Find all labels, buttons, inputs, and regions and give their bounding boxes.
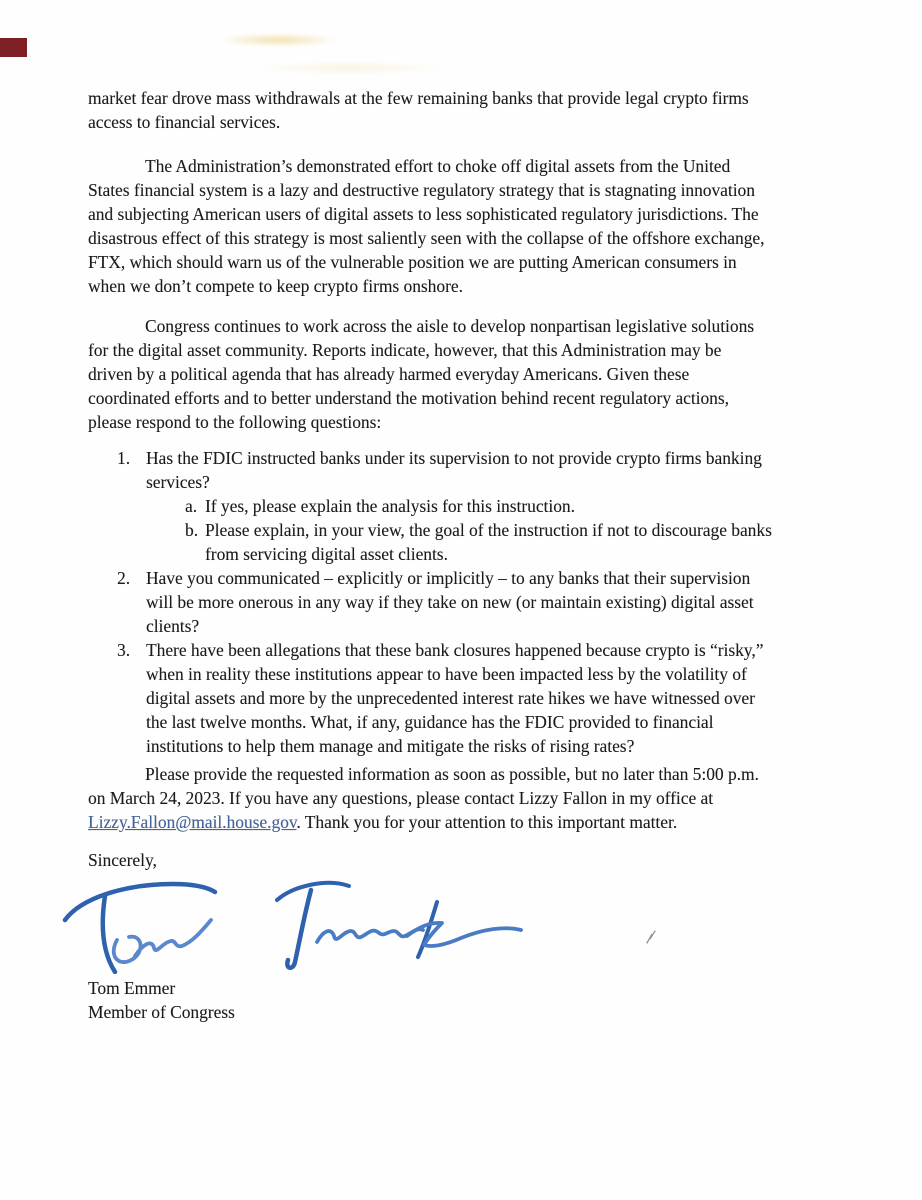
paragraph-line: on March 24, 2023. If you have any questions, please contact Lizzy Fallon in my office at: [88, 788, 714, 808]
question-line: clients?: [146, 616, 200, 636]
question-line: digital assets and more by the unprecedented interest rate hikes we have witnessed over: [146, 688, 755, 708]
paragraph-line: States financial system is a lazy and destructive regulatory strategy that is stagnating innovation: [88, 180, 755, 200]
question-line: [88, 638, 848, 662]
question-line: will be more onerous in any way if they take on new (or maintain existing) digital asset: [146, 592, 754, 612]
paragraph-line: access to financial services.: [88, 112, 281, 132]
paragraph-line: driven by a political agenda that has already harmed everyday Americans. Given these: [88, 364, 690, 384]
paragraph-line: please respond to the following questions:: [88, 412, 382, 432]
paragraph-line: when we don’t compete to keep crypto firms onshore.: [88, 276, 463, 296]
scan-artifact-stray-squiggle: [645, 930, 659, 946]
paragraph-line: FTX, which should warn us of the vulnerable position we are putting American consumers in: [88, 252, 737, 272]
paragraph-line: The Administration’s demonstrated effort to choke off digital assets from the United: [145, 156, 731, 176]
question-1: [88, 446, 848, 566]
question-line: [88, 446, 848, 470]
letter-body: [88, 86, 848, 1024]
question-text: Have you communicated – explicitly or implicitly – to any banks that their supervision: [146, 568, 751, 588]
subitem-a-line: [88, 494, 848, 518]
question-line: institutions to help them manage and mitigate the risks of rising rates?: [146, 736, 635, 756]
subitem-b-line: [88, 518, 848, 542]
paragraph-line: [88, 810, 848, 834]
signature-svg: [55, 874, 655, 974]
subitem-text: If yes, please explain the analysis for this instruction.: [205, 496, 575, 516]
question-line: [88, 566, 848, 590]
signer-name: Tom Emmer: [88, 978, 176, 998]
paragraph-line: and subjecting American users of digital assets to less sophisticated regulatory jurisdictions. The: [88, 204, 759, 224]
subitem-letter: b.: [185, 520, 199, 540]
paragraph-line: for the digital asset community. Reports indicate, however, that this Administration may be: [88, 340, 722, 360]
question-line: the last twelve months. What, if any, guidance has the FDIC provided to financial: [146, 712, 714, 732]
question-3: [88, 638, 848, 758]
scan-artifact-yellow-smudge: [218, 33, 338, 47]
signer-title: Member of Congress: [88, 1002, 235, 1022]
valediction: Sincerely,: [88, 850, 157, 870]
paragraph-1: [88, 86, 848, 134]
question-number: 3.: [117, 640, 131, 660]
paragraph-line: coordinated efforts and to better understand the motivation behind recent regulatory actions,: [88, 388, 729, 408]
scan-artifact-red-mark: [0, 38, 27, 57]
question-number: 2.: [117, 568, 131, 588]
subitem-text: Please explain, in your view, the goal of the instruction if not to discourage banks: [205, 520, 772, 540]
paragraph-line: Please provide the requested information as soon as possible, but no later than 5:00 p.m.: [145, 764, 759, 784]
paragraph-line: market fear drove mass withdrawals at the few remaining banks that provide legal crypto firms: [88, 88, 749, 108]
subitem-b-line: from servicing digital asset clients.: [205, 544, 448, 564]
question-text: Has the FDIC instructed banks under its supervision to not provide crypto firms banking: [146, 448, 762, 468]
subitem-letter: a.: [185, 496, 198, 516]
paragraph-3: [88, 314, 848, 434]
closing-paragraph: [88, 762, 848, 834]
closing-text-after-email: . Thank you for your attention to this important matter.: [296, 812, 678, 832]
question-line: services?: [146, 472, 210, 492]
question-number: 1.: [117, 448, 131, 468]
question-2: [88, 566, 848, 638]
email-link[interactable]: Lizzy.Fallon@mail.house.gov: [88, 812, 297, 832]
signature-ink: [55, 874, 848, 974]
question-text: There have been allegations that these bank closures happened because crypto is “risky,”: [146, 640, 764, 660]
paragraph-line: Congress continues to work across the aisle to develop nonpartisan legislative solutions: [145, 316, 755, 336]
question-line: when in reality these institutions appear to have been impacted less by the volatility of: [146, 664, 747, 684]
scan-artifact-yellow-smudge-2: [255, 62, 445, 74]
paragraph-2: [88, 154, 848, 298]
paragraph-line: disastrous effect of this strategy is most saliently seen with the collapse of the offshore exchange,: [88, 228, 765, 248]
questions-list: [88, 446, 848, 758]
signer-block: [88, 976, 848, 1024]
